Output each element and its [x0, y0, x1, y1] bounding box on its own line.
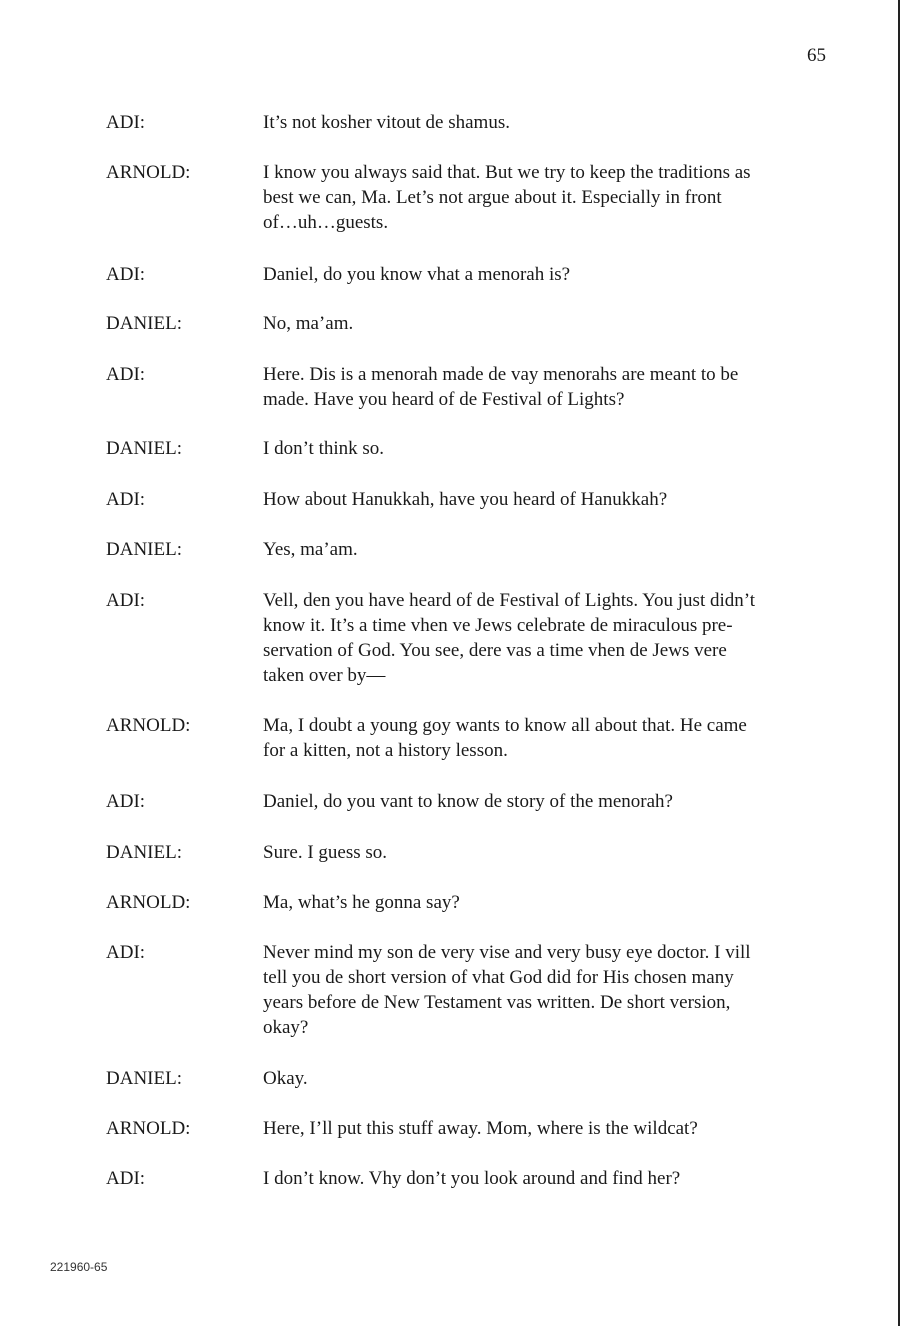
speaker-name: ADI:: [106, 112, 146, 133]
dialogue-text: Daniel, do you know vhat a menorah is?: [263, 264, 571, 285]
speaker-name: DANIEL:: [106, 313, 182, 334]
speaker-name: ADI:: [106, 264, 146, 285]
speaker-name: ADI:: [106, 791, 146, 812]
dialogue-text: How about Hanukkah, have you heard of Hanukkah?: [263, 489, 668, 510]
dialogue-text: I know you always said that. But we try to keep the traditions as best we can, Ma. Let’s not argue about it. Especially in front of…uh…guests.: [263, 162, 751, 233]
speaker-name: ARNOLD:: [106, 1118, 191, 1139]
speaker-name: ADI:: [106, 590, 146, 611]
dialogue-text: Here. Dis is a menorah made de vay menorahs are meant to be made. Have you heard of de Festival of Lights?: [263, 364, 739, 410]
dialogue-text: I don’t think so.: [263, 438, 385, 459]
speaker-name: ADI:: [106, 489, 146, 510]
speaker-name: DANIEL:: [106, 842, 182, 863]
speaker-name: DANIEL:: [106, 438, 182, 459]
speaker-name: DANIEL:: [106, 1068, 182, 1089]
speaker-name: ADI:: [106, 1168, 146, 1189]
dialogue-text: Daniel, do you vant to know de story of the menorah?: [263, 791, 673, 812]
dialogue-text: Sure. I guess so.: [263, 842, 388, 863]
speaker-name: ARNOLD:: [106, 162, 191, 183]
dialogue-text: Never mind my son de very vise and very busy eye doctor. I vill tell you de short version of vhat God did for His chosen many years before de New Testament vas written. De short version, okay?: [263, 942, 751, 1038]
dialogue-text: Vell, den you have heard of de Festival of Lights. You just didn’t know it. It’s a time vhen ve Jews celebrate de miraculous pre- servation of God. You see, dere vas a time vhen de Jews vere taken over by—: [263, 590, 756, 686]
dialogue-text: Here, I’ll put this stuff away. Mom, where is the wildcat?: [263, 1118, 698, 1139]
speaker-name: ADI:: [106, 942, 146, 963]
footer-code: 221960-65: [50, 1260, 108, 1274]
dialogue-text: Ma, what’s he gonna say?: [263, 892, 460, 913]
dialogue-text: I don’t know. Vhy don’t you look around and find her?: [263, 1168, 681, 1189]
dialogue-text: It’s not kosher vitout de shamus.: [263, 112, 510, 133]
speaker-name: DANIEL:: [106, 539, 182, 560]
speaker-name: ADI:: [106, 364, 146, 385]
page-number: 65: [807, 45, 826, 66]
speaker-name: ARNOLD:: [106, 892, 191, 913]
dialogue-text: Yes, ma’am.: [263, 539, 358, 560]
dialogue-text: Okay.: [263, 1068, 308, 1089]
dialogue-text: No, ma’am.: [263, 313, 354, 334]
dialogue-text: Ma, I doubt a young goy wants to know all about that. He came for a kitten, not a history lesson.: [263, 715, 747, 761]
speaker-name: ARNOLD:: [106, 715, 191, 736]
